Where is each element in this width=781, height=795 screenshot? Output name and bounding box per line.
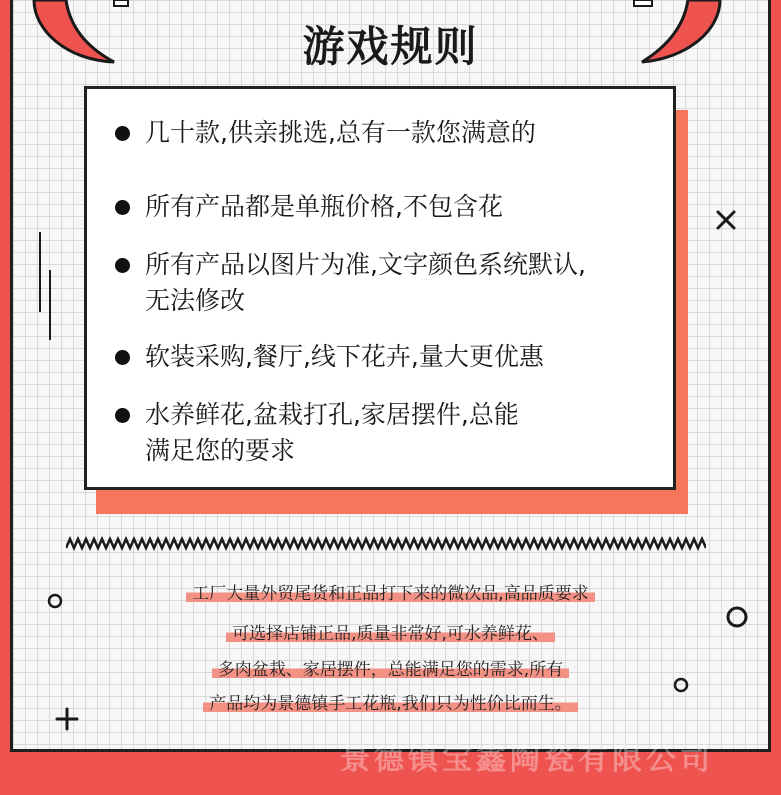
bullet-icon	[115, 126, 130, 141]
bullet-icon	[115, 258, 130, 273]
rule-item: 所有产品以图片为准,文字颜色系统默认, 无法修改	[115, 247, 655, 319]
rule-item: 软装采购,餐厅,线下花卉,量大更优惠	[115, 339, 655, 375]
circle-icon	[46, 592, 64, 610]
bullet-icon	[115, 408, 130, 423]
circle-icon	[672, 676, 690, 694]
watermark: 景德镇宝鑫陶瓷有限公司	[340, 742, 714, 777]
card-corner-icon	[112, 0, 132, 8]
rule-item: 几十款,供亲挑选,总有一款您满意的	[115, 115, 655, 151]
page-title: 游戏规则	[302, 22, 479, 71]
rule-item: 所有产品都是单瓶价格,不包含花	[115, 189, 655, 225]
wave-divider	[66, 536, 706, 552]
bullet-icon	[115, 350, 130, 365]
note-line: 产品均为景德镇手工花瓶,我们只为性价比而生。	[0, 694, 781, 714]
circle-icon	[724, 604, 750, 630]
line-decoration	[36, 230, 56, 342]
x-mark-icon	[714, 208, 738, 232]
note-line: 可选择店铺正品,质量非常好,可水养鲜花、	[0, 624, 781, 644]
rules-card	[84, 86, 676, 490]
note-line: 多肉盆栽、家居摆件，总能满足您的需求,所有	[0, 660, 781, 680]
note-line: 工厂大量外贸尾货和正品打下来的微次品,高品质要求	[0, 584, 781, 604]
plus-icon	[54, 706, 80, 732]
bullet-icon	[115, 200, 130, 215]
rule-item: 水养鲜花,盆栽打孔,家居摆件,总能 满足您的要求	[115, 397, 655, 469]
card-corner-icon	[632, 0, 656, 8]
